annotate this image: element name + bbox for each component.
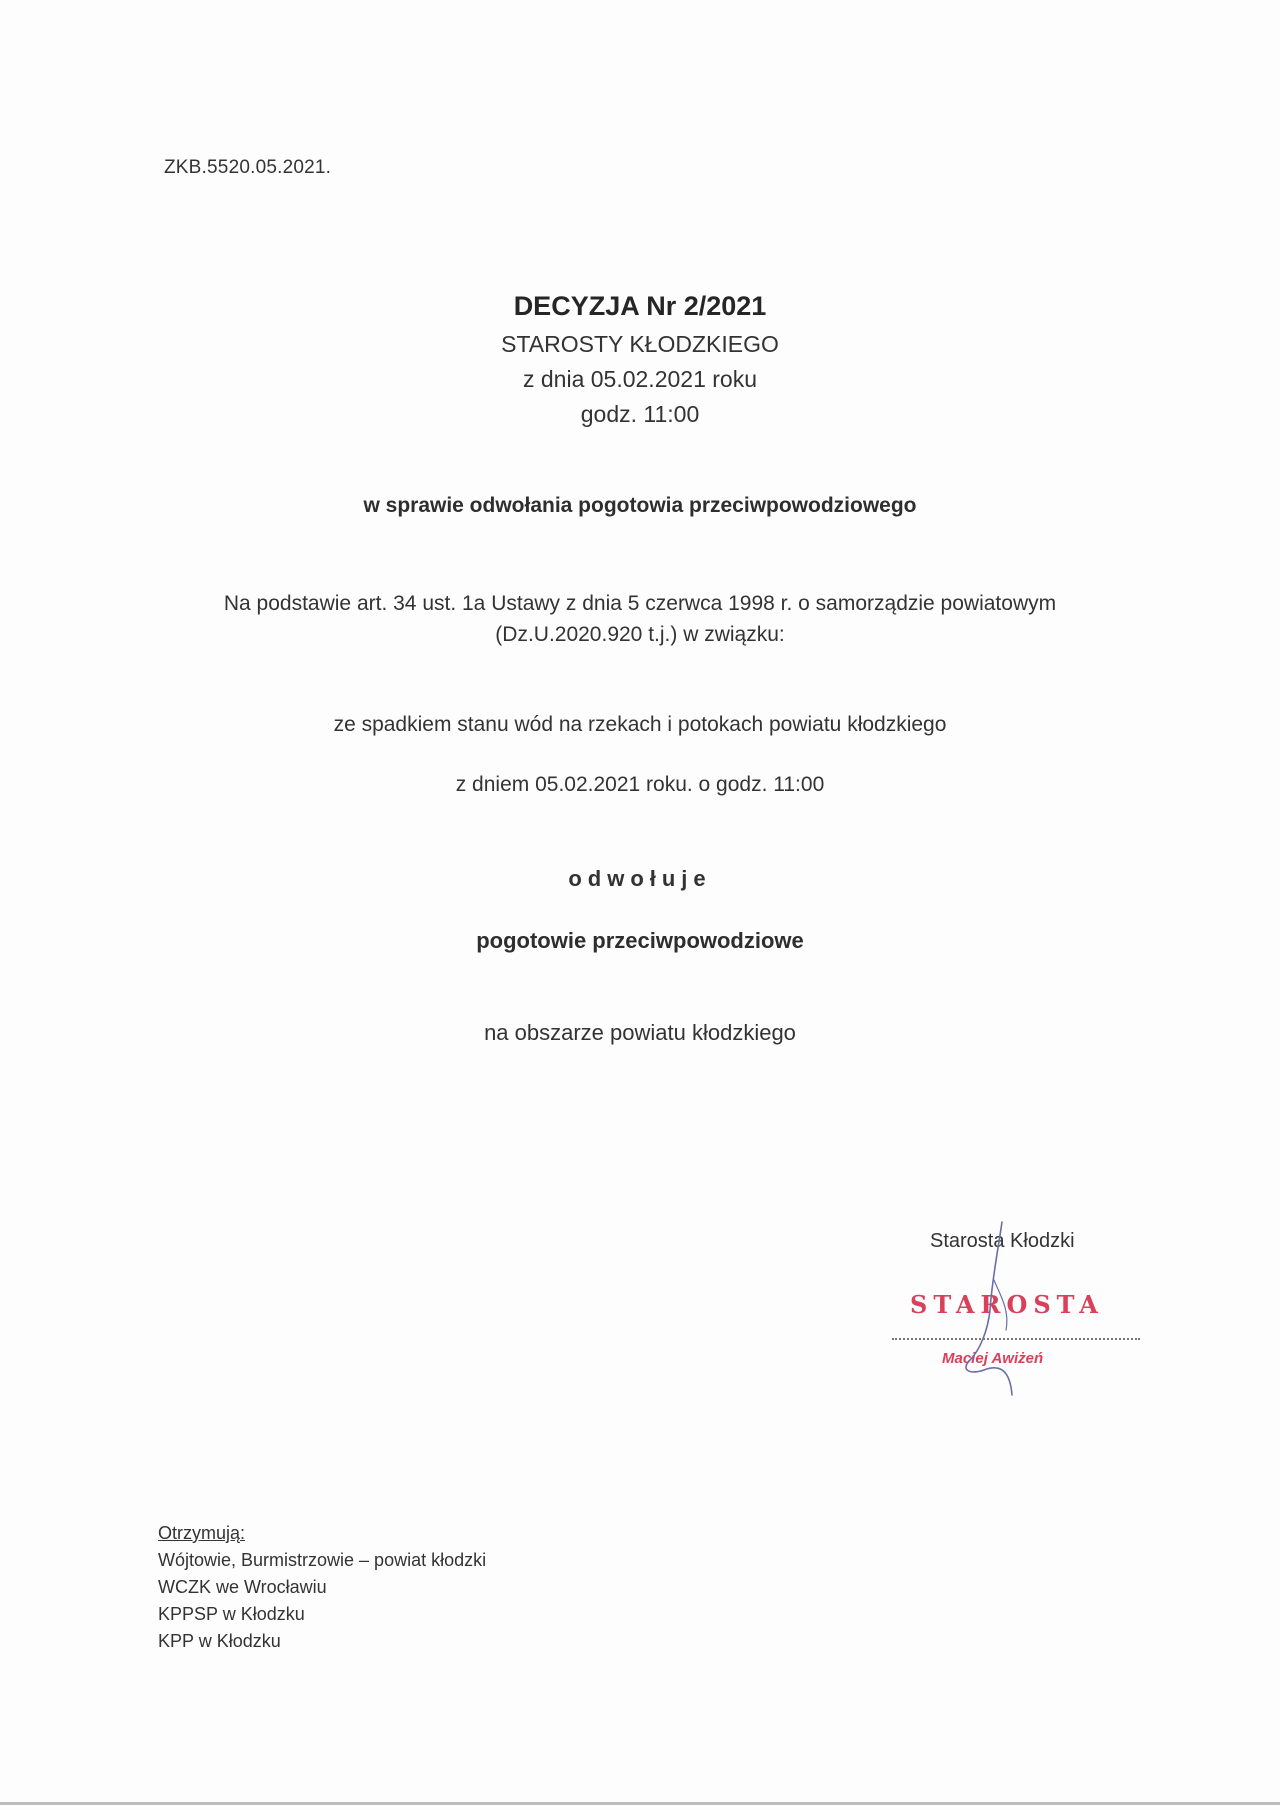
stamp-title: STAROSTA bbox=[910, 1290, 1104, 1319]
legal-basis-line-2: (Dz.U.2020.920 t.j.) w związku: bbox=[495, 623, 785, 646]
decision-object: pogotowie przeciwpowodziowe bbox=[476, 928, 804, 953]
handwritten-signature-icon bbox=[940, 1220, 1060, 1400]
effective-date-line: z dniem 05.02.2021 roku. o godz. 11:00 bbox=[455, 773, 825, 796]
decision-title: DECYZJA Nr 2/2021 bbox=[513, 291, 767, 321]
signatory-title: Starosta Kłodzki bbox=[930, 1230, 1075, 1252]
recipient-item: WCZK we Wrocławiu bbox=[158, 1577, 327, 1597]
decision-verb: odwołuje bbox=[568, 866, 712, 891]
scan-edge-divider bbox=[0, 1802, 1280, 1805]
recipients-list bbox=[158, 1520, 486, 1655]
date-line: z dnia 05.02.2021 roku bbox=[522, 366, 757, 392]
recipients-heading: Otrzymują: bbox=[158, 1523, 246, 1543]
area-line: na obszarze powiatu kłodzkiego bbox=[484, 1020, 796, 1045]
reason-line: ze spadkiem stanu wód na rzekach i potokach powiatu kłodzkiego bbox=[333, 713, 947, 736]
recipient-item: KPPSP w Kłodzku bbox=[158, 1604, 305, 1624]
recipient-item: KPP w Kłodzku bbox=[158, 1631, 281, 1651]
stamp-name: Maciej Awiżeń bbox=[942, 1350, 1044, 1367]
time-line: godz. 11:00 bbox=[580, 401, 700, 427]
legal-basis bbox=[0, 588, 1280, 650]
issuer-line: STAROSTY KŁODZKIEGO bbox=[501, 331, 779, 357]
signature-block bbox=[880, 1220, 1140, 1400]
subject-line: w sprawie odwołania pogotowia przeciwpowodziowego bbox=[363, 494, 917, 517]
recipient-item: Wójtowie, Burmistrzowie – powiat kłodzki bbox=[158, 1550, 487, 1570]
reference-number: ZKB.5520.05.2021. bbox=[164, 157, 332, 178]
legal-basis-line-1: Na podstawie art. 34 ust. 1a Ustawy z dnia 5 czerwca 1998 r. o samorządzie powiatowym bbox=[223, 592, 1057, 615]
